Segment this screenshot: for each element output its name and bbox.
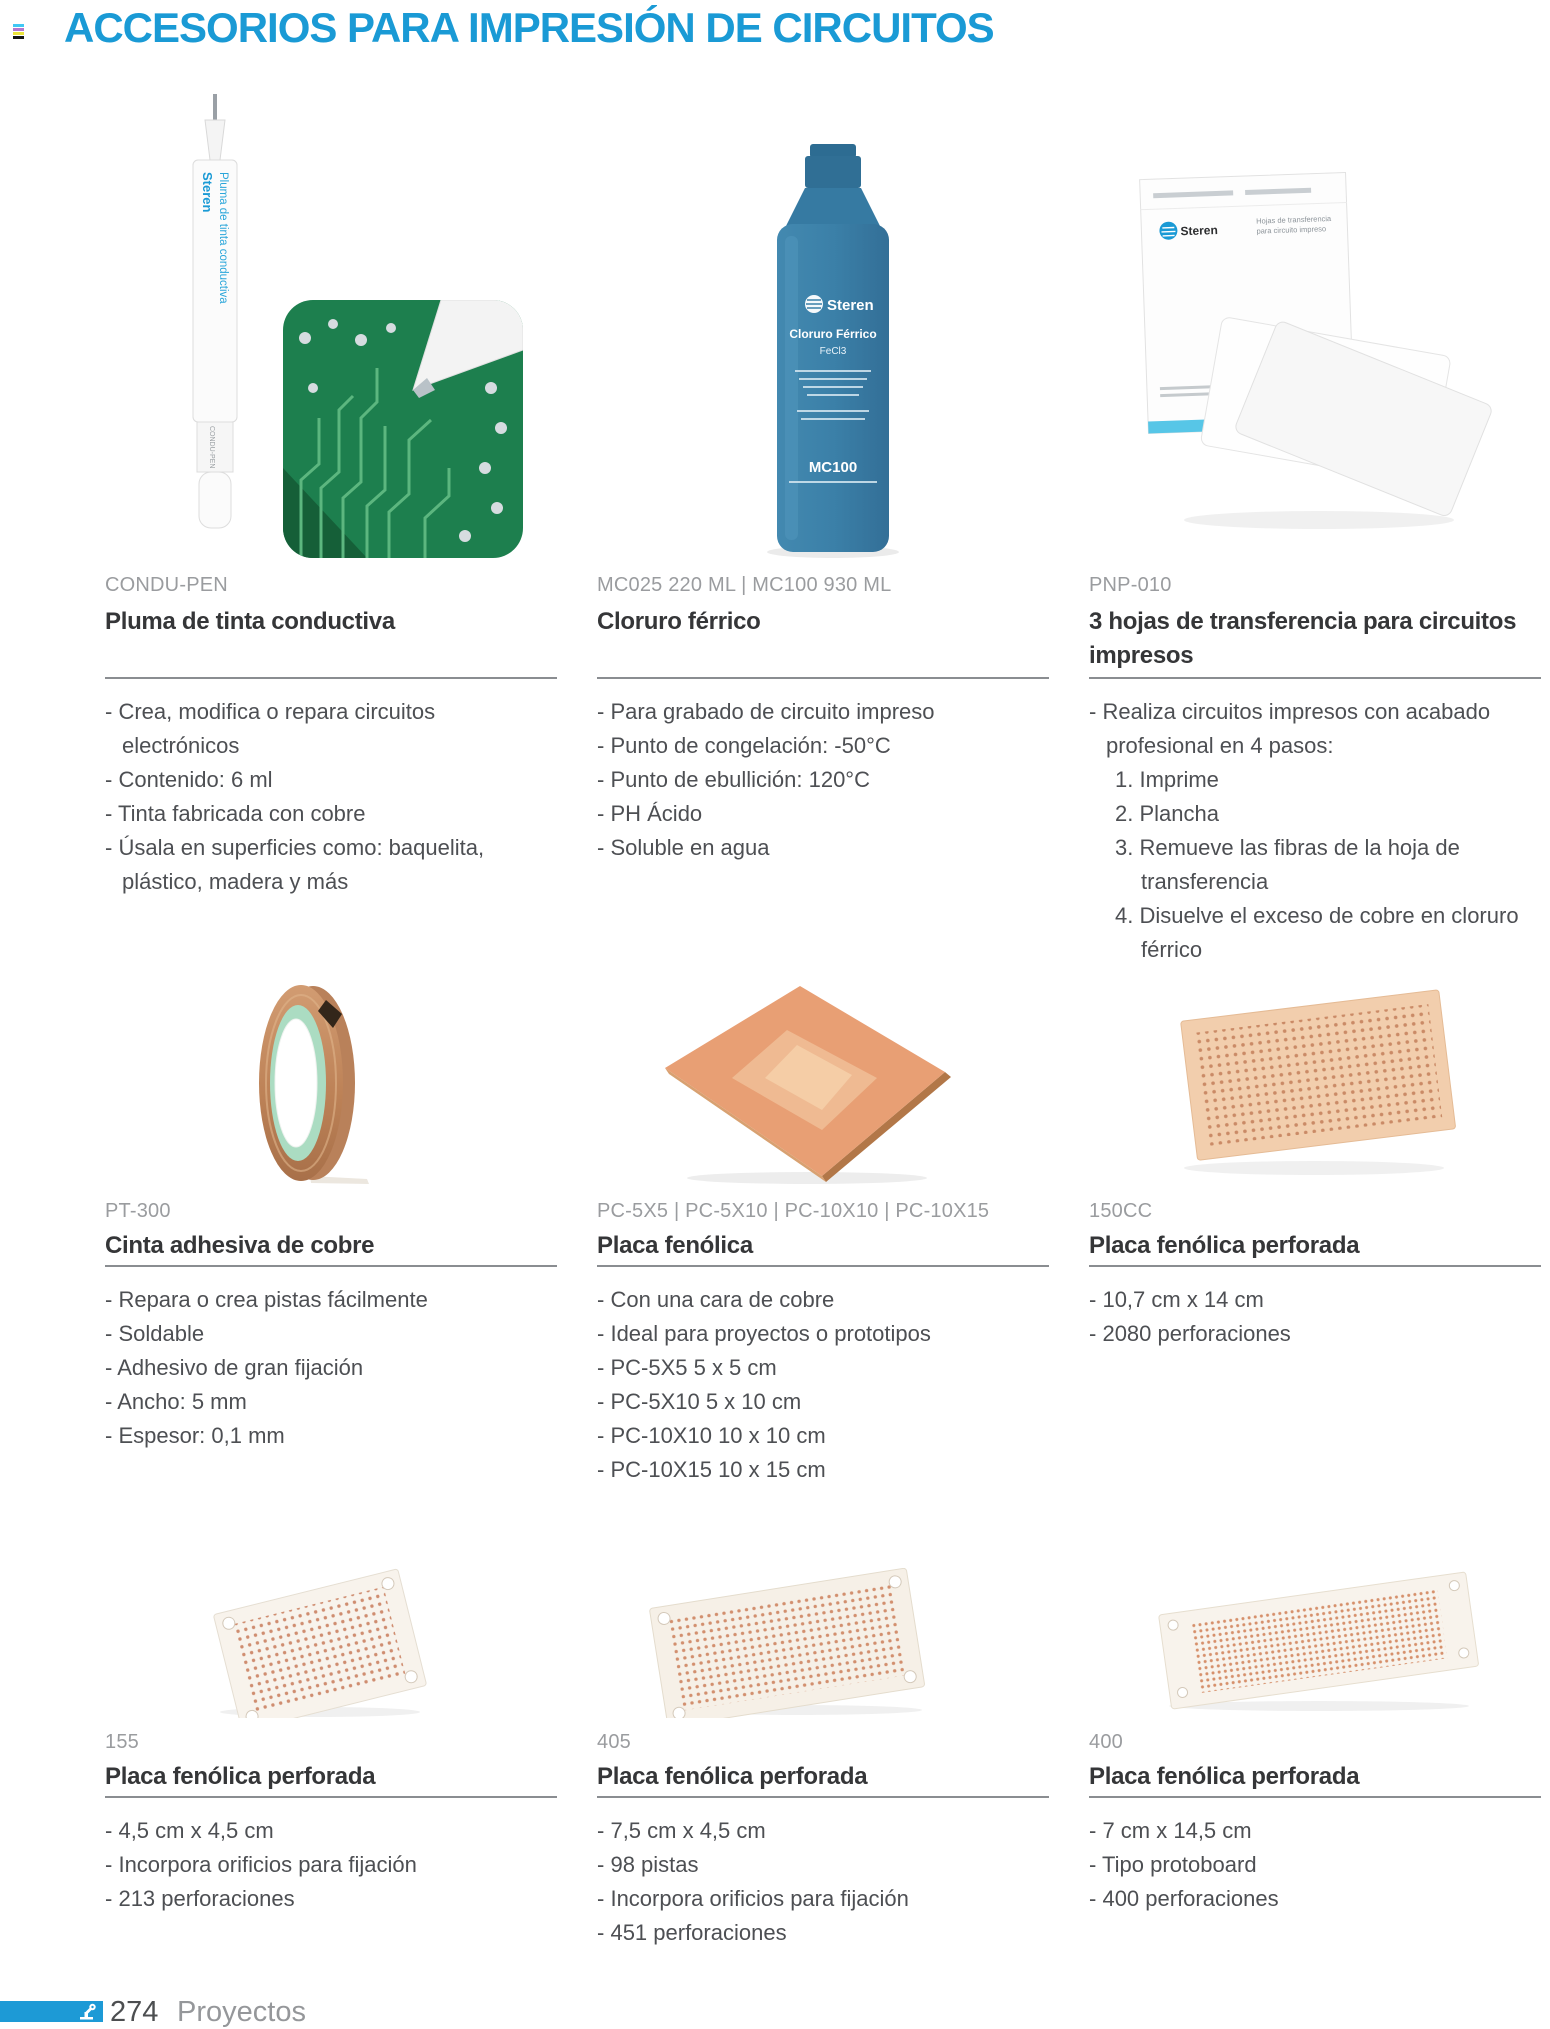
- product-bullet: - PH Ácido: [597, 797, 1049, 831]
- product-name: Placa fenólica perforada: [1089, 1763, 1360, 1790]
- page-title: ACCESORIOS PARA IMPRESIÓN DE CIRCUITOS: [64, 4, 994, 51]
- transfer-sheets-photo: [1089, 88, 1541, 558]
- product-card-condu-pen: [105, 88, 557, 967]
- product-bullet: - Contenido: 6 ml: [105, 763, 557, 797]
- product-bullet: - 7 cm x 14,5 cm: [1089, 1814, 1541, 1848]
- product-bullet: - 4,5 cm x 4,5 cm: [105, 1814, 557, 1848]
- product-image-ferric-chloride: [597, 88, 1049, 558]
- product-bullet: - Úsala en superficies como: baquelita, plástico, madera y más: [105, 831, 557, 899]
- product-step: 2. Plancha: [1115, 801, 1219, 826]
- svg-text:Steren: Steren: [1180, 222, 1219, 239]
- product-bullet: - Incorpora orificios para fijación: [105, 1848, 557, 1882]
- product-bullet: - Tinta fabricada con cobre: [105, 797, 557, 831]
- divider: [1089, 677, 1541, 679]
- divider: [597, 677, 1049, 679]
- product-sku: PT-300: [105, 1200, 171, 1222]
- product-bullet: - PC-10X15 10 x 15 cm: [597, 1453, 1049, 1487]
- product-sku: CONDU-PEN: [105, 574, 228, 596]
- product-card-400: [1089, 1568, 1541, 1950]
- product-grid-row-3: [105, 1568, 1541, 1950]
- product-bullet: - 2080 perforaciones: [1089, 1317, 1541, 1351]
- product-sku: PC-5X5 | PC-5X10 | PC-10X10 | PC-10X15: [597, 1200, 990, 1222]
- svg-text:FeCl3: FeCl3: [819, 346, 847, 357]
- footer-blue-bar: [0, 2001, 103, 2022]
- product-card-cloruro-ferrico: [597, 88, 1049, 967]
- product-bullet: - Tipo protoboard: [1089, 1848, 1541, 1882]
- product-image-conductive-pen: [105, 88, 557, 558]
- svg-text:MC100: MC100: [808, 459, 858, 476]
- svg-text:Cloruro Férrico: Cloruro Férrico: [789, 327, 877, 341]
- projects-robot-icon: [77, 2002, 97, 2021]
- product-bullet: - Adhesivo de gran fijación: [105, 1351, 557, 1385]
- product-image-perforated-board-155: [105, 1568, 557, 1718]
- perforated-board-photo-150cc: [1089, 980, 1541, 1185]
- product-image-perforated-board-400: [1089, 1568, 1541, 1718]
- product-bullets: [105, 1814, 557, 1916]
- product-bullet: - Crea, modifica o repara circuitos electrónicos: [105, 695, 557, 763]
- product-bullet: - 10,7 cm x 14 cm: [1089, 1283, 1541, 1317]
- product-card-405: [597, 1568, 1049, 1950]
- product-bullet: - 400 perforaciones: [1089, 1882, 1541, 1916]
- product-bullet: - Soluble en agua: [597, 831, 1049, 865]
- product-bullets: [597, 1283, 1049, 1487]
- product-steps: [1089, 763, 1541, 967]
- product-sku: 155: [105, 1731, 139, 1753]
- conductive-pen-photo: [105, 88, 557, 558]
- product-name: Pluma de tinta conductiva: [105, 608, 395, 635]
- divider: [1089, 1265, 1541, 1267]
- product-bullet: - Incorpora orificios para fijación: [597, 1882, 1049, 1916]
- product-name: 3 hojas de transferencia para circuitos impresos: [1089, 608, 1517, 669]
- product-bullet: - Ancho: 5 mm: [105, 1385, 557, 1419]
- product-step: 4. Disuelve el exceso de cobre en cloruro férrico: [1115, 903, 1519, 962]
- product-bullets: [105, 695, 557, 899]
- divider: [105, 1265, 557, 1267]
- product-sku: PNP-010: [1089, 574, 1172, 596]
- svg-text:CONDU-PEN: CONDU-PEN: [208, 426, 215, 469]
- product-bullet: - Con una cara de cobre: [597, 1283, 1049, 1317]
- product-step: 3. Remueve las fibras de la hoja de transferencia: [1115, 835, 1460, 894]
- product-bullet: - Para grabado de circuito impreso: [597, 695, 1049, 729]
- product-card-placa-fenolica: [597, 980, 1049, 1487]
- product-bullet: - Repara o crea pistas fácilmente: [105, 1283, 557, 1317]
- svg-text:Pluma de tinta conductiva: Pluma de tinta conductiva: [217, 172, 229, 304]
- product-name: Placa fenólica perforada: [597, 1763, 868, 1790]
- divider: [105, 1796, 557, 1798]
- product-sku: 400: [1089, 1731, 1123, 1753]
- divider: [597, 1796, 1049, 1798]
- page-footer: [0, 1996, 1550, 2029]
- product-bullet: - Espesor: 0,1 mm: [105, 1419, 557, 1453]
- divider: [597, 1265, 1049, 1267]
- product-bullet: - PC-5X5 5 x 5 cm: [597, 1351, 1049, 1385]
- svg-text:Hojas de transferencia: Hojas de transferencia: [1255, 214, 1332, 226]
- product-card-150cc: [1089, 980, 1541, 1487]
- product-name: Placa fenólica perforada: [105, 1763, 376, 1790]
- product-bullets: [597, 1814, 1049, 1950]
- phenolic-board-photo: [597, 980, 1049, 1185]
- product-name: Cinta adhesiva de cobre: [105, 1232, 375, 1259]
- perforated-board-photo-405: [597, 1568, 1049, 1718]
- product-sku: 150CC: [1089, 1200, 1153, 1222]
- ferric-chloride-bottle-photo: [597, 88, 1049, 558]
- product-step: 1. Imprime: [1115, 767, 1219, 792]
- product-card-pnp-010: [1089, 88, 1541, 967]
- product-bullet: - 213 perforaciones: [105, 1882, 557, 1916]
- product-name: Placa fenólica: [597, 1232, 753, 1259]
- product-bullets: [597, 695, 1049, 865]
- product-name: Cloruro férrico: [597, 608, 761, 635]
- product-bullet: - PC-10X10 10 x 10 cm: [597, 1419, 1049, 1453]
- product-bullets: [1089, 1814, 1541, 1916]
- footer-section-label: Proyectos: [177, 1996, 306, 2028]
- svg-text:Steren: Steren: [200, 172, 215, 213]
- product-grid-row-2: [105, 980, 1541, 1487]
- perforated-board-photo-155: [105, 1568, 557, 1718]
- product-image-perforated-board-405: [597, 1568, 1049, 1718]
- product-sku: 405: [597, 1731, 631, 1753]
- divider: [105, 677, 557, 679]
- perforated-board-photo-400: [1089, 1568, 1541, 1718]
- product-bullet: - PC-5X10 5 x 10 cm: [597, 1385, 1049, 1419]
- product-bullet: - Soldable: [105, 1317, 557, 1351]
- product-bullet: - Punto de ebullición: 120°C: [597, 763, 1049, 797]
- product-bullet: - Realiza circuitos impresos con acabado profesional en 4 pasos:: [1089, 695, 1541, 763]
- svg-text:para circuito impreso: para circuito impreso: [1256, 224, 1327, 236]
- product-bullet: - 7,5 cm x 4,5 cm: [597, 1814, 1049, 1848]
- product-bullets: [1089, 1283, 1541, 1351]
- copper-tape-photo: [105, 980, 557, 1185]
- pcb-inset-photo: [283, 300, 523, 558]
- product-image-copper-tape: [105, 980, 557, 1185]
- product-bullets: [1089, 695, 1541, 763]
- product-image-copper-board: [597, 980, 1049, 1185]
- product-name: Placa fenólica perforada: [1089, 1232, 1360, 1259]
- product-bullet: - 451 perforaciones: [597, 1916, 1049, 1950]
- svg-text:Steren: Steren: [827, 297, 874, 314]
- product-sku: MC025 220 ML | MC100 930 ML: [597, 574, 892, 596]
- footer-page-number: 274: [110, 1996, 159, 2028]
- product-grid-row-1: [105, 88, 1541, 967]
- product-image-transfer-sheets: [1089, 88, 1541, 558]
- product-bullet: - 98 pistas: [597, 1848, 1049, 1882]
- registration-mark-icon: [13, 24, 24, 40]
- product-card-pt-300: [105, 980, 557, 1487]
- divider: [1089, 1796, 1541, 1798]
- product-image-perforated-board-150cc: [1089, 980, 1541, 1185]
- product-card-155: [105, 1568, 557, 1950]
- product-bullet: - Ideal para proyectos o prototipos: [597, 1317, 1049, 1351]
- product-bullets: [105, 1283, 557, 1453]
- product-bullet: - Punto de congelación: -50°C: [597, 729, 1049, 763]
